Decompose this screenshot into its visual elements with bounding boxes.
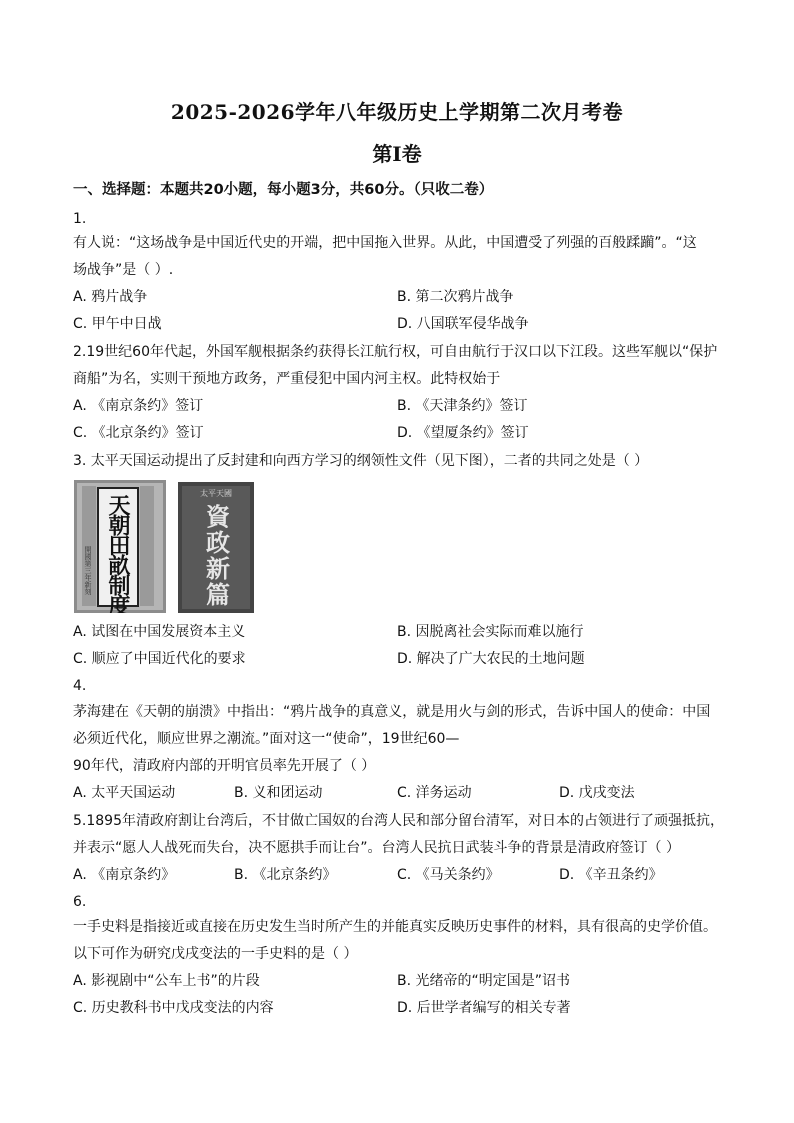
volume-heading: 第Ⅰ卷 — [372, 142, 422, 166]
question-4-option-a[interactable]: A. 太平天国运动 — [73, 785, 176, 801]
question-2-stem-line2: 商船”为名，实则干预地方政务，严重侵犯中国内河主权。此特权始于 — [73, 371, 501, 387]
question-5-option-a[interactable]: A. 《南京条约》 — [73, 867, 176, 883]
question-3-option-c[interactable]: C. 顺应了中国近代化的要求 — [73, 651, 246, 667]
question-5-option-c[interactable]: C. 《马关条约》 — [397, 867, 500, 883]
question-6-option-c[interactable]: C. 历史教科书中戊戌变法的内容 — [73, 1000, 274, 1016]
question-3-option-d[interactable]: D. 解决了广大农民的土地问题 — [397, 651, 585, 667]
question-1-option-a[interactable]: A. 鸦片战争 — [73, 289, 148, 305]
question-1-option-d[interactable]: D. 八国联军侵华战争 — [397, 316, 529, 332]
question-6-stem-line2: 以下可作为研究戊戌变法的一手史料的是（ ） — [73, 946, 358, 962]
question-1-stem-line1: 有人说：“这场战争是中国近代史的开端，把中国拖入世界。从此，中国遭受了列强的百般蹂躏”。“这 — [73, 235, 697, 251]
question-1-option-b[interactable]: B. 第二次鸦片战争 — [397, 289, 514, 305]
question-4-number: 4. — [73, 678, 87, 694]
question-4-option-d[interactable]: D. 戊戌变法 — [559, 785, 635, 801]
question-2-stem-line1: 2.19世纪60年代起，外国军舰根据条约获得长江航行权，可自由航行于汉口以下江段。这些军舰以“保护 — [73, 344, 718, 360]
question-4-option-b[interactable]: B. 义和团运动 — [234, 785, 323, 801]
question-4-stem-line2: 必须近代化，顺应世界之潮流。”面对这一“使命”，19世纪60— — [73, 731, 460, 747]
image1-side-text: 開國第三年新刻 — [84, 546, 92, 595]
zizheng-xinpian-image — [178, 482, 254, 613]
question-3-stem-line1: 3. 太平天国运动提出了反封建和向西方学习的纲领性文件（见下图），二者的共同之处是（ ） — [73, 453, 649, 469]
question-2-option-b[interactable]: B. 《天津条约》签订 — [397, 398, 528, 414]
question-6-option-b[interactable]: B. 光绪帝的“明定国是”诏书 — [397, 973, 571, 989]
question-5-option-b[interactable]: B. 《北京条约》 — [234, 867, 337, 883]
question-3-option-b[interactable]: B. 因脱离社会实际而难以施行 — [397, 624, 584, 640]
tianchao-tianmu-zhidu-image — [74, 480, 166, 613]
question-4-stem-line3: 90年代，清政府内部的开明官员率先开展了（ ） — [73, 758, 376, 774]
question-2-option-a[interactable]: A. 《南京条约》签订 — [73, 398, 204, 414]
question-1-number: 1. — [73, 211, 87, 227]
question-3-option-a[interactable]: A. 试图在中国发展资本主义 — [73, 624, 246, 640]
question-6-stem-line1: 一手史料是指接近或直接在历史发生当时所产生的并能真实反映历史事件的材料，具有很高的史学价值。 — [73, 919, 717, 935]
question-5-option-d[interactable]: D. 《辛丑条约》 — [559, 867, 663, 883]
image1-title-text: 天朝田畝制度 — [105, 494, 131, 613]
image2-top-text: 太平天國 — [200, 489, 232, 498]
question-4-stem-line1: 茅海建在《天朝的崩溃》中指出：“鸦片战争的真意义，就是用火与剑的形式，告诉中国人的使命：中国 — [73, 704, 711, 720]
question-2-option-c[interactable]: C. 《北京条约》签订 — [73, 425, 204, 441]
section-heading: 一、选择题：本题共20小题，每小题3分，共60分。（只收二卷） — [73, 182, 494, 198]
question-4-option-c[interactable]: C. 洋务运动 — [397, 785, 472, 801]
question-6-number: 6. — [73, 894, 87, 910]
question-5-stem-line1: 5.1895年清政府割让台湾后，不甘做亡国奴的台湾人民和部分留台清军，对日本的占领进行了顽强抵抗， — [73, 813, 724, 829]
question-1-option-c[interactable]: C. 甲午中日战 — [73, 316, 162, 332]
question-6-option-a[interactable]: A. 影视剧中“公车上书”的片段 — [73, 973, 260, 989]
question-2-option-d[interactable]: D. 《望厦条约》签订 — [397, 425, 529, 441]
image2-title-text: 資政新篇 — [201, 504, 231, 608]
page-title: 2025-2026学年八年级历史上学期第二次月考卷 — [170, 100, 624, 124]
question-5-stem-line2: 并表示“愿人人战死而失台，决不愿拱手而让台”。台湾人民抗日武装斗争的背景是清政府签订（ ） — [73, 840, 680, 856]
question-1-stem-line2: 场战争”是（ ）. — [73, 262, 174, 278]
question-6-option-d[interactable]: D. 后世学者编写的相关专著 — [397, 1000, 571, 1016]
